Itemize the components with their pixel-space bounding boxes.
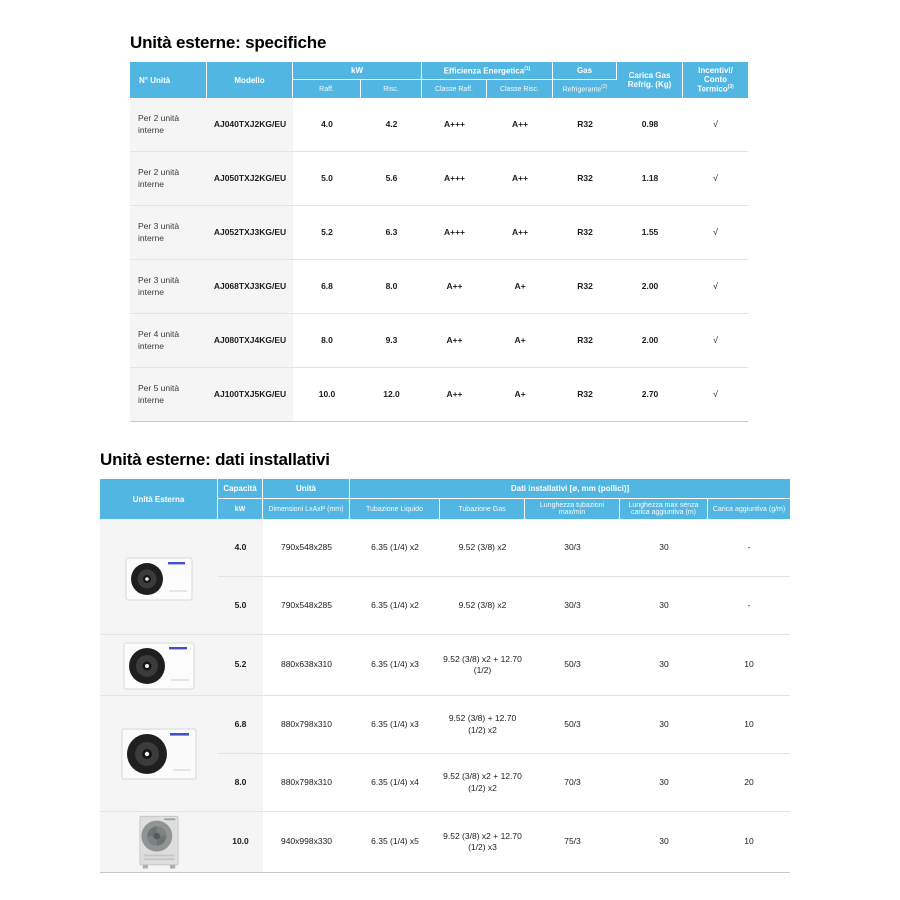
cell-kw-raff: 6.8 (293, 260, 361, 314)
cell-lunghezza-max: 30 (620, 635, 708, 696)
cell-kw-raff: 4.0 (293, 98, 361, 152)
cell-lunghezza-max: 30 (620, 754, 708, 812)
cell-incentivi-check: √ (683, 368, 748, 422)
col-subheader-classe-raff: Classe Raff. (422, 80, 487, 98)
cell-incentivi-check: √ (683, 314, 748, 368)
spec-row (130, 314, 748, 368)
col-subheader-tubazione-liquido: Tubazione Liquido (350, 499, 440, 519)
cell-lunghezza-tubazioni: 30/3 (525, 577, 620, 635)
cell-n-unita: Per 3 unità interne (130, 206, 207, 260)
cell-capacita: 4.0 (218, 519, 263, 577)
cell-tubazione-liquido: 6.35 (1/4) x5 (350, 812, 440, 873)
cell-incentivi-check: √ (683, 98, 748, 152)
col-header-efficienza (422, 62, 553, 80)
cell-carica-gas: 2.00 (617, 314, 683, 368)
cell-capacita: 8.0 (218, 754, 263, 812)
col-subheader-dimensioni: Dimensioni LxAxP (mm) (263, 499, 350, 519)
cell-kw-risc: 5.6 (361, 152, 422, 206)
cell-kw-raff: 8.0 (293, 314, 361, 368)
incentivi-line2-wrap (685, 75, 746, 94)
cell-lunghezza-tubazioni: 50/3 (525, 696, 620, 754)
table-installativi-header (100, 479, 790, 519)
cell-carica-gas: 1.55 (617, 206, 683, 260)
cell-carica-aggiuntiva: 10 (708, 635, 790, 696)
cell-classe-raff: A+++ (422, 98, 487, 152)
cell-dimensioni: 880x798x310 (263, 696, 350, 754)
cell-lunghezza-tubazioni: 75/3 (525, 812, 620, 873)
cell-gas: R32 (553, 368, 617, 422)
cell-classe-raff: A++ (422, 260, 487, 314)
incentivi-line2: Conto Termico (697, 75, 728, 94)
cell-modello: AJ100TXJ5KG/EU (207, 368, 293, 422)
install-row (100, 635, 790, 696)
cell-classe-raff: A+++ (422, 152, 487, 206)
cell-lunghezza-tubazioni: 70/3 (525, 754, 620, 812)
cell-tubazione-liquido: 6.35 (1/4) x3 (350, 635, 440, 696)
cell-lunghezza-max: 30 (620, 812, 708, 873)
col-subheader-refrigerante (553, 80, 617, 98)
outdoor-unit-photo-medium (102, 637, 216, 693)
cell-n-unita: Per 2 unità interne (130, 98, 207, 152)
cell-carica-aggiuntiva: 20 (708, 754, 790, 812)
cell-classe-raff: A++ (422, 368, 487, 422)
section-title-specifiche: Unità esterne: specifiche (130, 33, 327, 52)
cell-capacita: 5.0 (218, 577, 263, 635)
cell-tubazione-gas: 9.52 (3/8) x2 + 12.70 (1/2) (440, 635, 525, 696)
cell-unit-image (100, 635, 218, 696)
col-header-modello: Modello (207, 62, 293, 98)
col-header-n-unita: N° Unità (130, 62, 207, 98)
cell-dimensioni: 880x798x310 (263, 754, 350, 812)
cell-classe-risc: A++ (487, 206, 553, 260)
refrigerante-label: Refrigerante (562, 86, 602, 94)
spec-row (130, 206, 748, 260)
cell-kw-risc: 8.0 (361, 260, 422, 314)
section-installativi (100, 450, 790, 873)
cell-tubazione-liquido: 6.35 (1/4) x2 (350, 577, 440, 635)
cell-carica-gas: 1.18 (617, 152, 683, 206)
cell-gas: R32 (553, 314, 617, 368)
refrigerante-footnote-marker: (2) (601, 84, 608, 91)
col-subheader-kw: kW (218, 499, 263, 519)
col-header-gas: Gas (553, 62, 617, 80)
outdoor-unit-photo-small (102, 550, 216, 604)
outdoor-unit-photo-tall (102, 814, 216, 870)
cell-n-unita: Per 3 unità interne (130, 260, 207, 314)
cell-unit-image (100, 812, 218, 873)
col-header-efficienza-label: Efficienza Energetica (443, 66, 525, 76)
cell-classe-risc: A++ (487, 152, 553, 206)
incentivi-footnote-marker: (3) (727, 84, 734, 91)
cell-unit-image (100, 696, 218, 812)
cell-modello: AJ050TXJ2KG/EU (207, 152, 293, 206)
spec-row (130, 260, 748, 314)
cell-n-unita: Per 5 unità interne (130, 368, 207, 422)
cell-dimensioni: 880x638x310 (263, 635, 350, 696)
cell-tubazione-gas: 9.52 (3/8) + 12.70 (1/2) x2 (440, 696, 525, 754)
cell-kw-risc: 4.2 (361, 98, 422, 152)
incentivi-line1: Incentivi/ (698, 66, 733, 76)
install-row (100, 519, 790, 577)
cell-capacita: 10.0 (218, 812, 263, 873)
col-header-unita-esterna: Unità Esterna (100, 479, 218, 519)
cell-dimensioni: 790x548x285 (263, 519, 350, 577)
col-header-unita: Unità (263, 479, 350, 499)
cell-carica-aggiuntiva: 10 (708, 696, 790, 754)
cell-modello: AJ080TXJ4KG/EU (207, 314, 293, 368)
col-header-capacita: Capacità (218, 479, 263, 499)
section-title-installativi: Unità esterne: dati installativi (100, 450, 330, 469)
cell-carica-aggiuntiva: - (708, 577, 790, 635)
cell-tubazione-liquido: 6.35 (1/4) x3 (350, 696, 440, 754)
cell-dimensioni: 790x548x285 (263, 577, 350, 635)
col-subheader-tubazione-gas: Tubazione Gas (440, 499, 525, 519)
cell-tubazione-gas: 9.52 (3/8) x2 (440, 519, 525, 577)
cell-gas: R32 (553, 206, 617, 260)
col-subheader-lunghezza-max: Lunghezza max senza carica aggiuntiva (m) (620, 499, 708, 519)
cell-n-unita: Per 4 unità interne (130, 314, 207, 368)
cell-lunghezza-tubazioni: 50/3 (525, 635, 620, 696)
col-header-kw: kW (293, 62, 422, 80)
cell-carica-gas: 0.98 (617, 98, 683, 152)
cell-gas: R32 (553, 152, 617, 206)
cell-tubazione-gas: 9.52 (3/8) x2 + 12.70 (1/2) x2 (440, 754, 525, 812)
cell-classe-risc: A+ (487, 368, 553, 422)
cell-lunghezza-max: 30 (620, 519, 708, 577)
cell-classe-raff: A+++ (422, 206, 487, 260)
cell-classe-risc: A+ (487, 314, 553, 368)
col-header-dati-installativi: Dati installativi [ø, mm (pollici)] (350, 479, 790, 499)
cell-kw-raff: 10.0 (293, 368, 361, 422)
table-specifiche (130, 62, 748, 422)
col-subheader-lunghezza-tubazioni: Lunghezza tubazioni max/min (525, 499, 620, 519)
cell-capacita: 5.2 (218, 635, 263, 696)
cell-incentivi-check: √ (683, 152, 748, 206)
cell-modello: AJ068TXJ3KG/EU (207, 260, 293, 314)
cell-gas: R32 (553, 98, 617, 152)
cell-classe-risc: A+ (487, 260, 553, 314)
cell-tubazione-gas: 9.52 (3/8) x2 (440, 577, 525, 635)
col-header-incentivi (683, 62, 748, 98)
cell-incentivi-check: √ (683, 206, 748, 260)
outdoor-unit-photo-large (102, 724, 216, 784)
col-subheader-risc: Risc. (361, 80, 422, 98)
cell-tubazione-gas: 9.52 (3/8) x2 + 12.70 (1/2) x3 (440, 812, 525, 873)
cell-lunghezza-max: 30 (620, 696, 708, 754)
cell-incentivi-check: √ (683, 260, 748, 314)
cell-tubazione-liquido: 6.35 (1/4) x2 (350, 519, 440, 577)
cell-kw-risc: 12.0 (361, 368, 422, 422)
spec-row (130, 98, 748, 152)
cell-capacita: 6.8 (218, 696, 263, 754)
cell-carica-aggiuntiva: 10 (708, 812, 790, 873)
cell-kw-risc: 6.3 (361, 206, 422, 260)
table-installativi (100, 479, 790, 873)
cell-classe-risc: A++ (487, 98, 553, 152)
cell-lunghezza-max: 30 (620, 577, 708, 635)
cell-kw-raff: 5.0 (293, 152, 361, 206)
spec-row (130, 152, 748, 206)
cell-carica-gas: 2.70 (617, 368, 683, 422)
col-header-carica-gas: Carica Gas Refrig. (Kg) (617, 62, 683, 98)
table-specifiche-header (130, 62, 748, 98)
cell-carica-aggiuntiva: - (708, 519, 790, 577)
cell-unit-image (100, 519, 218, 635)
cell-kw-raff: 5.2 (293, 206, 361, 260)
spec-row (130, 368, 748, 422)
cell-n-unita: Per 2 unità interne (130, 152, 207, 206)
section-specifiche (130, 33, 748, 422)
install-row (100, 696, 790, 754)
col-subheader-classe-risc: Classe Risc. (487, 80, 553, 98)
cell-gas: R32 (553, 260, 617, 314)
cell-dimensioni: 940x998x330 (263, 812, 350, 873)
cell-modello: AJ040TXJ2KG/EU (207, 98, 293, 152)
cell-tubazione-liquido: 6.35 (1/4) x4 (350, 754, 440, 812)
cell-classe-raff: A++ (422, 314, 487, 368)
col-subheader-carica-aggiuntiva: Carica aggiuntiva (g/m) (708, 499, 790, 519)
efficienza-footnote-marker: (1) (524, 65, 531, 72)
cell-kw-risc: 9.3 (361, 314, 422, 368)
cell-lunghezza-tubazioni: 30/3 (525, 519, 620, 577)
cell-carica-gas: 2.00 (617, 260, 683, 314)
col-subheader-raff: Raff. (293, 80, 361, 98)
cell-modello: AJ052TXJ3KG/EU (207, 206, 293, 260)
install-row (100, 812, 790, 873)
